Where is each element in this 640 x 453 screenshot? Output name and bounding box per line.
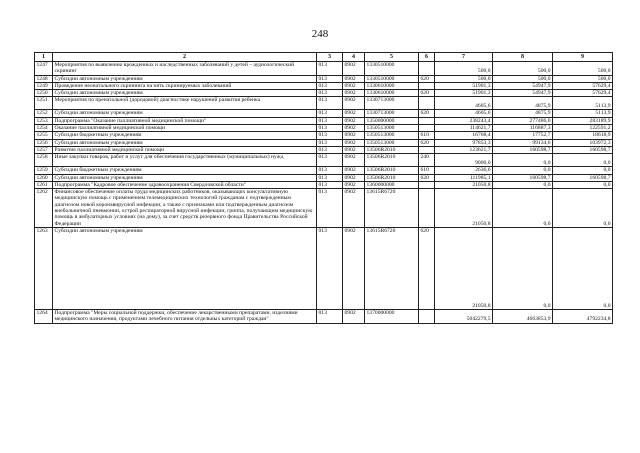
row-number-cell: 1248 xyxy=(35,75,53,82)
table-row xyxy=(35,90,613,97)
row-name-cell: Субсидии автономным учреждениям xyxy=(53,90,317,97)
table-row xyxy=(35,75,613,82)
expense-type-cell: 620 xyxy=(419,75,435,82)
row-number-cell: 1247 xyxy=(35,62,53,76)
section-code-cell: 0902 xyxy=(343,189,365,228)
row-name-cell: Оказание паллиативной медицинской помощи xyxy=(53,125,317,132)
ministry-code-cell: 013 xyxy=(317,82,343,89)
table-row xyxy=(35,125,613,132)
row-number-cell: 1261 xyxy=(35,181,53,188)
table-row xyxy=(35,146,613,153)
amount-year3-cell: 103972,3 xyxy=(553,139,613,146)
target-code-cell: 1330610000 xyxy=(365,90,419,97)
table-row xyxy=(35,154,613,167)
table-row xyxy=(35,174,613,181)
expense-type-cell: 620 xyxy=(419,174,435,181)
amount-year3-cell: 5113,9 xyxy=(553,97,613,110)
amount-year2-cell: 4875,9 xyxy=(493,110,553,117)
section-code-cell: 0902 xyxy=(343,117,365,124)
section-code-cell: 0902 xyxy=(343,167,365,174)
row-number-cell: 1249 xyxy=(35,82,53,89)
budget-table xyxy=(34,52,613,324)
target-code-cell: 13615R6720 xyxy=(365,227,419,309)
amount-year2-cell: 160598,7 xyxy=(493,146,553,153)
amount-year2-cell: 4663853,9 xyxy=(493,309,553,323)
amount-year1-cell: 5042279,5 xyxy=(435,309,493,323)
amount-year2-cell: 116887,3 xyxy=(493,125,553,132)
table-row xyxy=(35,117,613,124)
row-number-cell: 1258 xyxy=(35,154,53,167)
column-header: 5 xyxy=(365,53,419,62)
amount-year2-cell: 17752,7 xyxy=(493,132,553,139)
column-header: 4 xyxy=(343,53,365,62)
expense-type-cell xyxy=(419,97,435,110)
column-header: 7 xyxy=(435,53,493,62)
row-number-cell: 1256 xyxy=(35,139,53,146)
ministry-code-cell: 013 xyxy=(317,132,343,139)
row-name-cell: Субсидии автономным учреждениям xyxy=(53,75,317,82)
target-code-cell: 1330510000 xyxy=(365,75,419,82)
ministry-code-cell: 013 xyxy=(317,146,343,153)
row-name-cell: Финансовое обеспечение оплаты труда медицинских работников, оказывающих консультативную медицинскую помощь с применением телемедицинских технологий гражданам с подтвержденным диагнозом новой коронавирусной инфекции, а также с признаками или подтвержденным диагнозом внебольничной пневмонии, острой респираторной вирусной инфекции, гриппа, получающим медицинскую помощь в амбулаторных условиях (на дому), за счет средств резервного фонда Правительства Российской Федерации xyxy=(53,189,317,228)
row-name-cell: Мероприятия по выявлению врожденных и наследственных заболеваний у детей – аудиологический скрининг xyxy=(53,62,317,76)
target-code-cell: 1350000000 xyxy=(365,117,419,124)
row-number-cell: 1262 xyxy=(35,189,53,228)
amount-year3-cell: 500,0 xyxy=(553,75,613,82)
amount-year3-cell: 57629,4 xyxy=(553,90,613,97)
amount-year1-cell: 51901,3 xyxy=(435,90,493,97)
expense-type-cell xyxy=(419,146,435,153)
target-code-cell: 1350513000 xyxy=(365,125,419,132)
section-code-cell: 0902 xyxy=(343,75,365,82)
amount-year3-cell: 0,0 xyxy=(553,181,613,188)
section-code-cell: 0902 xyxy=(343,309,365,323)
row-name-cell: Субсидии автономным учреждениям xyxy=(53,227,317,309)
target-code-cell: 13506R2010 xyxy=(365,174,419,181)
expense-type-cell: 620 xyxy=(419,227,435,309)
section-code-cell: 0902 xyxy=(343,227,365,309)
amount-year1-cell: 9000,0 xyxy=(435,154,493,167)
row-number-cell: 1255 xyxy=(35,132,53,139)
table-row xyxy=(35,139,613,146)
amount-year3-cell: 0,0 xyxy=(553,227,613,309)
row-number-cell: 1254 xyxy=(35,125,53,132)
target-code-cell: 1330713000 xyxy=(365,97,419,110)
page-number: 248 xyxy=(311,28,329,40)
section-code-cell: 0902 xyxy=(343,110,365,117)
table-row xyxy=(35,181,613,188)
target-code-cell: 13506R2010 xyxy=(365,146,419,153)
column-header: 9 xyxy=(553,53,613,62)
section-code-cell: 0902 xyxy=(343,174,365,181)
expense-type-cell xyxy=(419,309,435,323)
expense-type-cell xyxy=(419,117,435,124)
amount-year2-cell: 0,0 xyxy=(493,189,553,228)
amount-year1-cell: 21050,8 xyxy=(435,227,493,309)
amount-year3-cell: 5113,9 xyxy=(553,110,613,117)
amount-year1-cell: 4605,6 xyxy=(435,110,493,117)
amount-year1-cell: 123621,7 xyxy=(435,146,493,153)
amount-year1-cell: 500,0 xyxy=(435,62,493,76)
row-number-cell: 1252 xyxy=(35,110,53,117)
ministry-code-cell: 013 xyxy=(317,227,343,309)
amount-year3-cell: 160598,7 xyxy=(553,174,613,181)
amount-year3-cell: 4792234,8 xyxy=(553,309,613,323)
row-name-cell: Подпрограмма "Меры социальной поддержки, обеспечение лекарственными препаратами, изделиями медицинского назначения, продуктами лечебного питания отдельных категорий граждан" xyxy=(53,309,317,323)
row-name-cell: Подпрограмма "Оказание паллиативной медицинской помощи" xyxy=(53,117,317,124)
table-row xyxy=(35,189,613,228)
amount-year3-cell: 57629,4 xyxy=(553,82,613,89)
ministry-code-cell: 013 xyxy=(317,97,343,110)
column-header: 2 xyxy=(53,53,317,62)
target-code-cell: 13506R2010 xyxy=(365,167,419,174)
ministry-code-cell: 013 xyxy=(317,189,343,228)
target-code-cell: 1350513000 xyxy=(365,132,419,139)
table-row xyxy=(35,62,613,76)
table-row xyxy=(35,167,613,174)
section-code-cell: 0902 xyxy=(343,139,365,146)
ministry-code-cell: 013 xyxy=(317,167,343,174)
expense-type-cell: 610 xyxy=(419,132,435,139)
section-code-cell: 0902 xyxy=(343,82,365,89)
section-code-cell: 0902 xyxy=(343,146,365,153)
amount-year2-cell: 277486,0 xyxy=(493,117,553,124)
row-name-cell: Развитие паллиативной медицинской помощи xyxy=(53,146,317,153)
amount-year2-cell: 0,0 xyxy=(493,227,553,309)
ministry-code-cell: 013 xyxy=(317,117,343,124)
row-name-cell: Субсидии бюджетным учреждениям xyxy=(53,167,317,174)
amount-year3-cell: 0,0 xyxy=(553,167,613,174)
amount-year2-cell: 500,0 xyxy=(493,75,553,82)
ministry-code-cell: 013 xyxy=(317,174,343,181)
table-row xyxy=(35,110,613,117)
amount-year1-cell: 51901,3 xyxy=(435,82,493,89)
target-code-cell: 1370000000 xyxy=(365,309,419,323)
row-number-cell: 1264 xyxy=(35,309,53,323)
amount-year1-cell: 4605,6 xyxy=(435,97,493,110)
row-number-cell: 1250 xyxy=(35,90,53,97)
amount-year2-cell: 0,0 xyxy=(493,167,553,174)
table-row xyxy=(35,132,613,139)
expense-type-cell: 240 xyxy=(419,154,435,167)
amount-year1-cell: 2636,6 xyxy=(435,167,493,174)
amount-year3-cell: 160598,7 xyxy=(553,146,613,153)
column-header: 8 xyxy=(493,53,553,62)
target-code-cell: 1330610000 xyxy=(365,82,419,89)
amount-year3-cell: 283189,9 xyxy=(553,117,613,124)
row-number-cell: 1251 xyxy=(35,97,53,110)
section-code-cell: 0902 xyxy=(343,90,365,97)
amount-year1-cell: 114621,7 xyxy=(435,125,493,132)
table-row xyxy=(35,97,613,110)
section-code-cell: 0902 xyxy=(343,132,365,139)
ministry-code-cell: 013 xyxy=(317,139,343,146)
ministry-code-cell: 013 xyxy=(317,75,343,82)
amount-year3-cell: 0,0 xyxy=(553,154,613,167)
row-name-cell: Проведение неонатального скрининга на пять скринируемых заболеваний xyxy=(53,82,317,89)
table-row xyxy=(35,309,613,323)
section-code-cell: 0902 xyxy=(343,125,365,132)
column-header: 1 xyxy=(35,53,53,62)
expense-type-cell xyxy=(419,181,435,188)
table-row xyxy=(35,227,613,309)
amount-year2-cell: 54947,9 xyxy=(493,82,553,89)
expense-type-cell xyxy=(419,82,435,89)
amount-year1-cell: 16768,4 xyxy=(435,132,493,139)
target-code-cell: 1330713000 xyxy=(365,110,419,117)
row-number-cell: 1257 xyxy=(35,146,53,153)
row-name-cell: Субсидии автономным учреждениям xyxy=(53,174,317,181)
amount-year2-cell: 160598,7 xyxy=(493,174,553,181)
amount-year3-cell: 0,0 xyxy=(553,189,613,228)
row-number-cell: 1260 xyxy=(35,174,53,181)
ministry-code-cell: 013 xyxy=(317,154,343,167)
amount-year2-cell: 4875,9 xyxy=(493,97,553,110)
amount-year1-cell: 97853,3 xyxy=(435,139,493,146)
table-header-row xyxy=(35,53,613,62)
target-code-cell: 1330510000 xyxy=(365,62,419,76)
amount-year3-cell: 18618,9 xyxy=(553,132,613,139)
row-name-cell: Подпрограмма "Кадровое обеспечение здравоохранения Свердловской области" xyxy=(53,181,317,188)
ministry-code-cell: 013 xyxy=(317,309,343,323)
row-name-cell: Субсидии автономным учреждениям xyxy=(53,110,317,117)
ministry-code-cell: 013 xyxy=(317,62,343,76)
row-name-cell: Субсидии бюджетным учреждениям xyxy=(53,132,317,139)
amount-year2-cell: 500,0 xyxy=(493,62,553,76)
expense-type-cell: 620 xyxy=(419,139,435,146)
row-name-cell: Мероприятия по пренатальной (дородовой) диагностике нарушений развития ребенка xyxy=(53,97,317,110)
row-name-cell: Субсидии автономным учреждениям xyxy=(53,139,317,146)
ministry-code-cell: 013 xyxy=(317,90,343,97)
target-code-cell: 1360000000 xyxy=(365,181,419,188)
amount-year2-cell: 54947,9 xyxy=(493,90,553,97)
amount-year1-cell: 21050,8 xyxy=(435,189,493,228)
amount-year2-cell: 0,0 xyxy=(493,181,553,188)
amount-year3-cell: 122591,2 xyxy=(553,125,613,132)
row-name-cell: Иные закупки товаров, работ и услуг для обеспечения государственных (муниципальных) нужд xyxy=(53,154,317,167)
ministry-code-cell: 013 xyxy=(317,125,343,132)
expense-type-cell xyxy=(419,125,435,132)
amount-year1-cell: 238243,4 xyxy=(435,117,493,124)
ministry-code-cell: 013 xyxy=(317,181,343,188)
expense-type-cell: 620 xyxy=(419,90,435,97)
row-number-cell: 1263 xyxy=(35,227,53,309)
amount-year1-cell: 500,0 xyxy=(435,75,493,82)
section-code-cell: 0902 xyxy=(343,97,365,110)
amount-year1-cell: 111985,1 xyxy=(435,174,493,181)
amount-year3-cell: 500,0 xyxy=(553,62,613,76)
expense-type-cell: 620 xyxy=(419,110,435,117)
amount-year2-cell: 0,0 xyxy=(493,154,553,167)
section-code-cell: 0902 xyxy=(343,181,365,188)
section-code-cell: 0902 xyxy=(343,154,365,167)
amount-year1-cell: 21050,8 xyxy=(435,181,493,188)
section-code-cell: 0902 xyxy=(343,62,365,76)
expense-type-cell: 610 xyxy=(419,167,435,174)
ministry-code-cell: 013 xyxy=(317,110,343,117)
target-code-cell: 13506R2010 xyxy=(365,154,419,167)
column-header: 3 xyxy=(317,53,343,62)
expense-type-cell xyxy=(419,189,435,228)
column-header: 6 xyxy=(419,53,435,62)
target-code-cell: 13615R6720 xyxy=(365,189,419,228)
row-number-cell: 1259 xyxy=(35,167,53,174)
expense-type-cell xyxy=(419,62,435,76)
table-row xyxy=(35,82,613,89)
amount-year2-cell: 99134,6 xyxy=(493,139,553,146)
row-number-cell: 1253 xyxy=(35,117,53,124)
target-code-cell: 1350513000 xyxy=(365,139,419,146)
